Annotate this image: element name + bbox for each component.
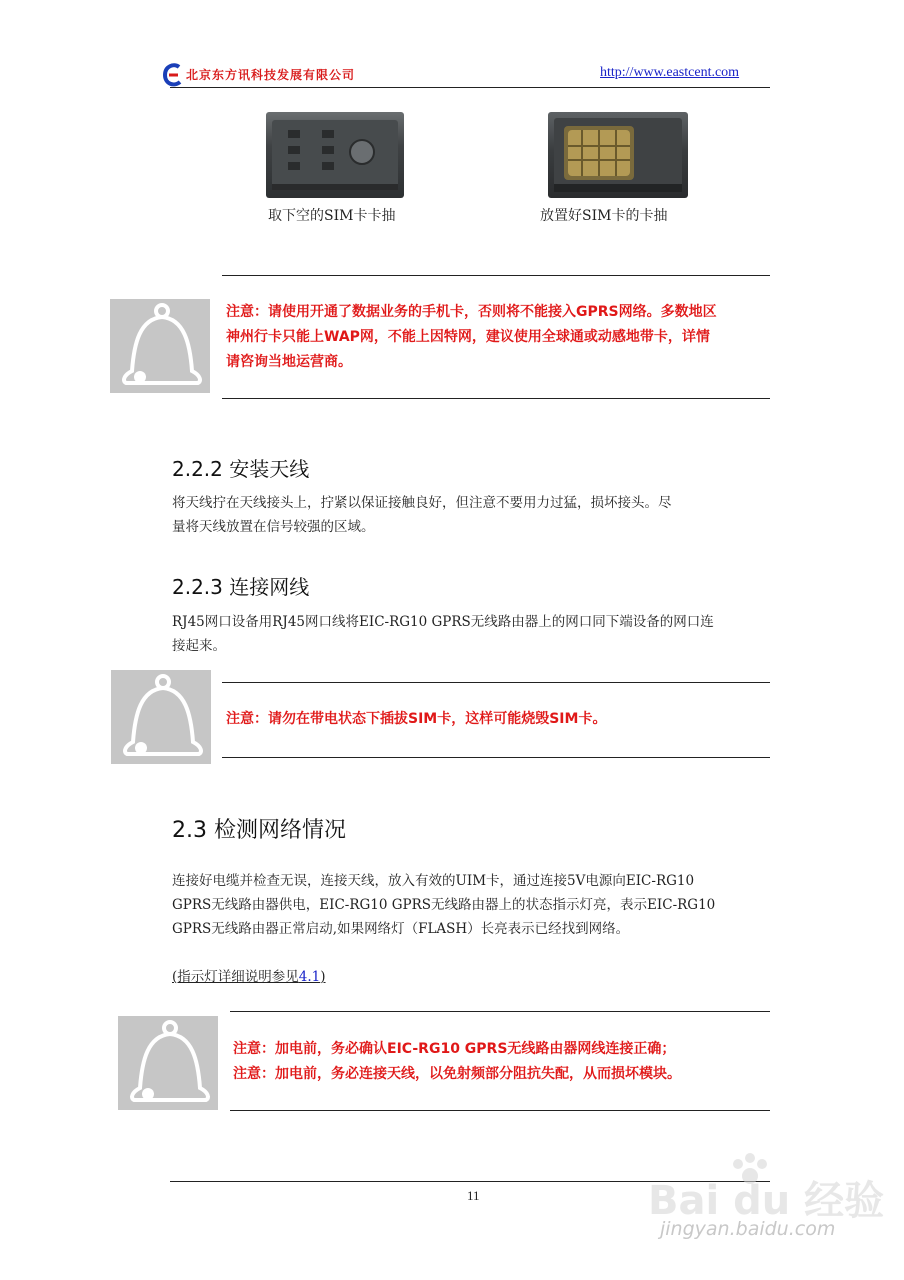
note3-bottom-rule (230, 1110, 770, 1111)
note1-line: 注意：请使用开通了数据业务的手机卡，否则将不能接入GPRS网络。多数地区 (226, 304, 717, 320)
company-logo-icon (162, 62, 184, 88)
note1-line: 神州行卡只能上WAP网，不能上因特网，建议使用全球通或动感地带卡，详情 (226, 329, 710, 345)
section-2-2-3-body (172, 610, 714, 658)
reference-prefix: (指示灯详细说明参见 (172, 969, 299, 985)
section-2-3-body (172, 869, 715, 941)
note1-top-rule (222, 275, 770, 276)
bell-icon (111, 670, 211, 764)
paragraph-line: 连接好电缆并检查无误，连接天线，放入有效的UIM卡，通过连接5V电源向EIC-RG10 (172, 873, 695, 889)
caption-empty-tray: 取下空的SIM卡卡抽 (268, 208, 396, 224)
paragraph-line: 将天线拧在天线接头上，拧紧以保证接触良好，但注意不要用力过猛，损坏接头。尽 (172, 495, 672, 511)
bell-icon (118, 1016, 218, 1110)
paragraph-line: GPRS无线路由器正常启动,如果网络灯（FLASH）长亮表示已经找到网络。 (172, 921, 630, 937)
note2-bottom-rule (222, 757, 770, 758)
paragraph-line: RJ45网口设备用RJ45网口线将EIC-RG10 GPRS无线路由器上的网口同下端设备的网口连 (172, 614, 714, 630)
paragraph-line: GPRS无线路由器供电，EIC-RG10 GPRS无线路由器上的状态指示灯亮，表示EIC-RG10 (172, 897, 716, 913)
note3-line: 注意：加电前，务必连接天线，以免射频部分阻抗失配，从而损坏模块。 (233, 1066, 681, 1082)
bell-icon (110, 299, 210, 393)
section-2-2-2-body (172, 491, 672, 539)
note2-text: 注意：请勿在带电状态下插拔SIM卡，这样可能烧毁SIM卡。 (226, 711, 607, 727)
section-heading-2-2-3: 2.2.3 连接网线 (172, 575, 310, 599)
note1-bottom-rule (222, 398, 770, 399)
note3-text (233, 1037, 681, 1087)
note3-line: 注意：加电前，务必确认EIC-RG10 GPRS无线路由器网线连接正确； (233, 1041, 676, 1057)
baidu-watermark-logo (640, 1150, 885, 1260)
paragraph-line: 量将天线放置在信号较强的区域。 (172, 519, 375, 535)
reference-suffix: ) (320, 969, 326, 985)
caption-loaded-tray: 放置好SIM卡的卡抽 (540, 208, 668, 224)
note1-text (226, 300, 717, 375)
note1-line: 请咨询当地运营商。 (226, 354, 352, 370)
section-heading-2-3: 2.3 检测网络情况 (172, 818, 346, 843)
baidu-watermark-brand: Bai du 经验 (648, 1178, 885, 1224)
note2-top-rule (222, 682, 770, 683)
empty-sim-tray-photo (266, 112, 404, 198)
company-name: 北京东方讯科技发展有限公司 (186, 68, 356, 82)
header-divider (170, 87, 770, 88)
website-link[interactable]: http://www.eastcent.com (600, 65, 740, 80)
note3-top-rule (230, 1011, 770, 1012)
page-number: 11 (467, 1188, 480, 1203)
section-heading-2-2-2: 2.2.2 安装天线 (172, 457, 310, 481)
baidu-watermark-url: jingyan.baidu.com (660, 1218, 836, 1240)
section-4-1-link[interactable]: 4.1 (298, 969, 321, 985)
paragraph-line: 接起来。 (172, 638, 226, 654)
indicator-reference (172, 965, 326, 985)
loaded-sim-tray-photo (548, 112, 688, 198)
